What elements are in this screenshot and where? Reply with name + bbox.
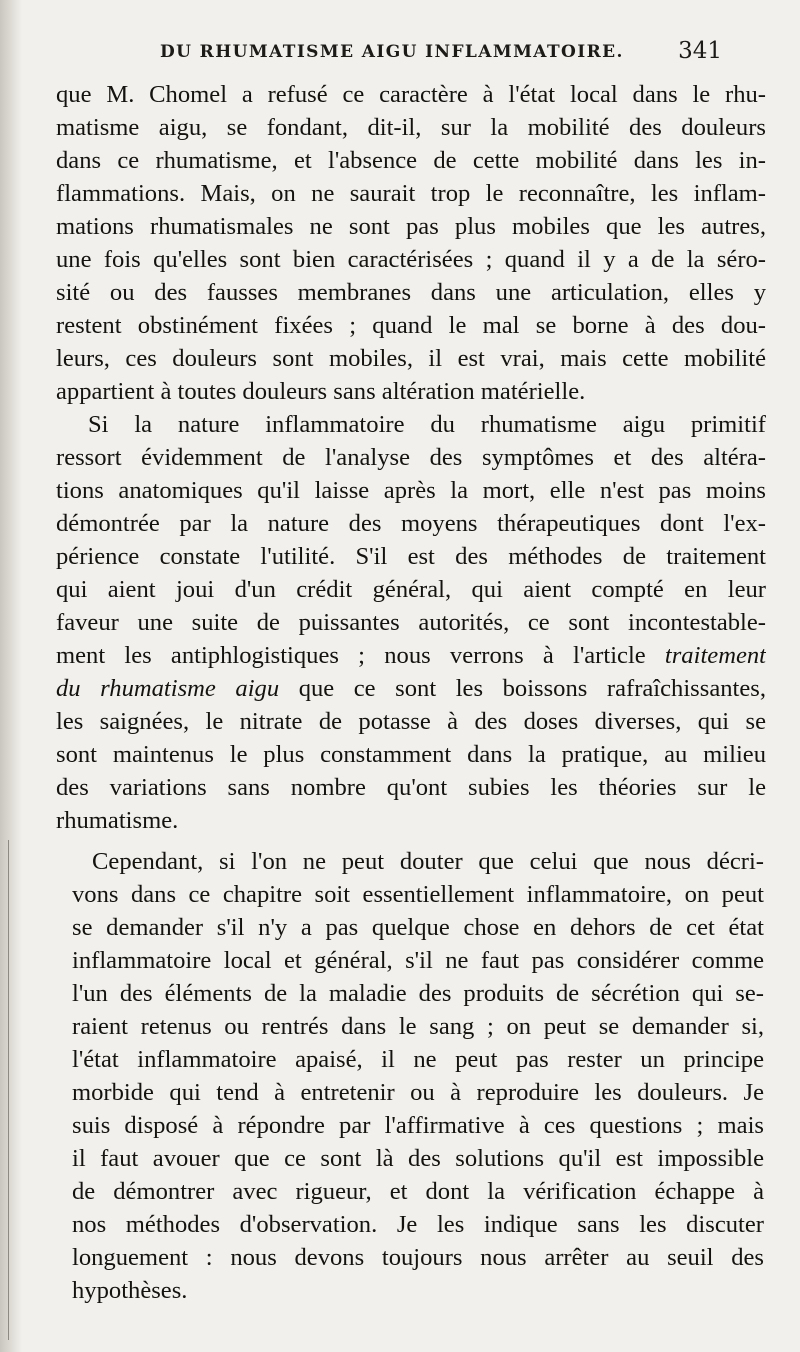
italic-text-run: traitement (664, 642, 766, 669)
text-line: faveur une suite de puissantes autorités, ce sont incontestable- (56, 609, 766, 636)
paragraph-1 (56, 78, 766, 408)
text-line-with-italic (56, 672, 766, 705)
gutter-edge-line (8, 840, 9, 1340)
text-line: leurs, ces douleurs sont mobiles, il est vrai, mais cette mobilité (56, 345, 766, 372)
text-line: une fois qu'elles sont bien caractérisées ; quand il y a de la séro- (56, 246, 766, 273)
text-line: sont maintenus le plus constamment dans la pratique, au milieu (56, 741, 766, 768)
text-run: que ce sont les boissons rafraîchissantes, (279, 675, 766, 702)
running-head (160, 38, 750, 68)
body-text-upper (56, 78, 766, 837)
text-line: dans ce rhumatisme, et l'absence de cette mobilité dans les in- (56, 147, 766, 174)
running-title: DU RHUMATISME AIGU INFLAMMATOIRE. (160, 42, 624, 62)
paragraph-2 (56, 408, 766, 837)
text-line: l'un des éléments de la maladie des produits de sécrétion qui se- (72, 980, 764, 1007)
text-line: nos méthodes d'observation. Je les indique sans les discuter (72, 1211, 764, 1238)
text-line: périence constate l'utilité. S'il est des méthodes de traitement (56, 543, 766, 570)
text-line: ressort évidemment de l'analyse des symptômes et des altéra- (56, 444, 766, 471)
text-line: sité ou des fausses membranes dans une articulation, elles y (56, 279, 766, 306)
text-line: l'état inflammatoire apaisé, il ne peut pas rester un principe (72, 1046, 764, 1073)
text-line: que M. Chomel a refusé ce caractère à l'état local dans le rhu- (56, 81, 766, 108)
text-line: Si la nature inflammatoire du rhumatisme aigu primitif (88, 411, 766, 438)
text-line: matisme aigu, se fondant, dit-il, sur la mobilité des douleurs (56, 114, 766, 141)
text-line: se demander s'il n'y a pas quelque chose en dehors de cet état (72, 914, 764, 941)
text-line: de démontrer avec rigueur, et dont la vérification échappe à (72, 1178, 764, 1205)
italic-text-run: du rhumatisme aigu (56, 675, 280, 702)
body-text-lower (72, 845, 764, 1307)
text-line: il faut avouer que ce sont là des solutions qu'il est impossible (72, 1145, 764, 1172)
text-line: les saignées, le nitrate de potasse à des doses diverses, qui se (56, 708, 766, 735)
text-line: démontrée par la nature des moyens thérapeutiques dont l'ex- (56, 510, 766, 537)
text-line: suis disposé à répondre par l'affirmative à ces questions ; mais (72, 1112, 764, 1139)
text-line-with-italic (56, 639, 766, 672)
text-line: rhumatisme. (56, 807, 179, 834)
text-line: Cependant, si l'on ne peut douter que celui que nous décri- (92, 848, 764, 875)
text-line: longuement : nous devons toujours nous arrêter au seuil des (72, 1244, 764, 1271)
text-line: flammations. Mais, on ne saurait trop le reconnaître, les inflam- (56, 180, 766, 207)
text-line: hypothèses. (72, 1277, 188, 1304)
text-run: ment les antiphlogistiques ; nous verrons à l'article (56, 642, 665, 669)
text-line: raient retenus ou rentrés dans le sang ; on peut se demander si, (72, 1013, 764, 1040)
text-line: des variations sans nombre qu'ont subies les théories sur le (56, 774, 766, 801)
text-line: appartient à toutes douleurs sans altération matérielle. (56, 378, 586, 405)
text-line: tions anatomiques qu'il laisse après la mort, elle n'est pas moins (56, 477, 766, 504)
text-line: vons dans ce chapitre soit essentiellement inflammatoire, on peut (72, 881, 764, 908)
text-line: mations rhumatismales ne sont pas plus mobiles que les autres, (56, 213, 766, 240)
text-line: morbide qui tend à entretenir ou à reproduire les douleurs. Je (72, 1079, 764, 1106)
text-line: restent obstinément fixées ; quand le mal se borne à des dou- (56, 312, 766, 339)
text-line: inflammatoire local et général, s'il ne faut pas considérer comme (72, 947, 764, 974)
paragraph-3 (72, 845, 764, 1307)
page-number: 341 (678, 38, 722, 64)
text-line: qui aient joui d'un crédit général, qui aient compté en leur (56, 576, 766, 603)
binding-gutter (0, 0, 22, 1352)
